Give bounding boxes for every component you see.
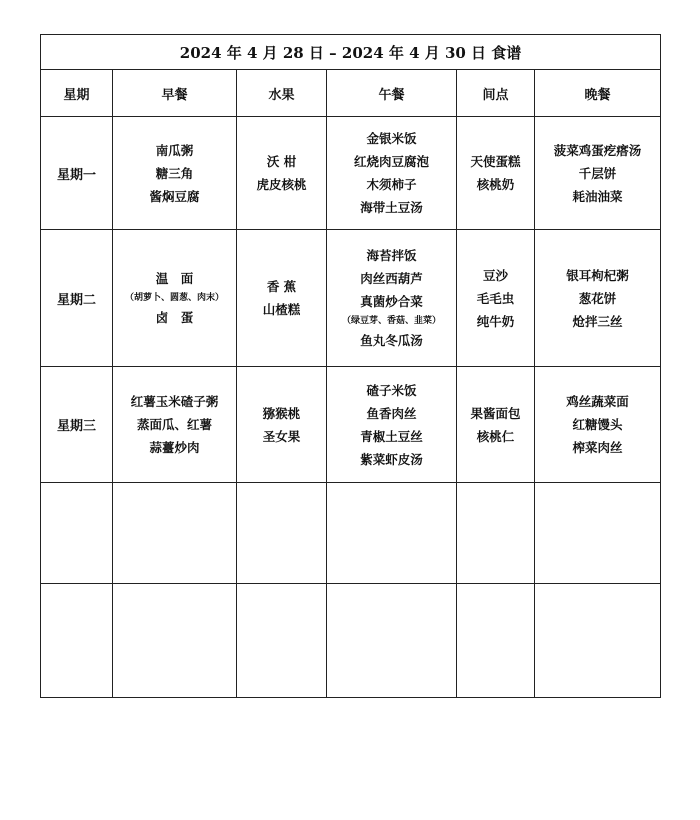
menu-item: 紫菜虾皮汤 <box>360 451 423 467</box>
menu-item: 鱼香肉丝 <box>366 405 417 421</box>
menu-item: 碴子米饭 <box>366 382 417 398</box>
menu-item: 毛毛虫 <box>476 290 515 306</box>
menu-item: 银耳枸杞粥 <box>566 267 629 283</box>
snack-cell <box>457 117 535 230</box>
menu-item-note: （胡萝卜、圆葱、肉末） <box>124 293 224 303</box>
menu-item: 核桃奶 <box>476 177 515 192</box>
header-day: 星期 <box>41 70 113 117</box>
lunch-cell <box>327 367 457 483</box>
menu-item: 纯牛奶 <box>476 313 515 329</box>
empty-cell <box>457 584 535 698</box>
menu-item: 红烧肉豆腐泡 <box>353 154 429 169</box>
header-dinner: 晚餐 <box>535 70 661 117</box>
menu-title: 2024 年 4 月 28 日 – 2024 年 4 月 30 日 食谱 <box>41 35 661 70</box>
menu-item: 蒜薹炒肉 <box>149 440 200 455</box>
empty-cell <box>327 584 457 698</box>
empty-row <box>41 483 661 584</box>
menu-item: 榨菜肉丝 <box>572 440 623 455</box>
breakfast-cell <box>113 367 237 483</box>
empty-cell <box>535 584 661 698</box>
header-fruit: 水果 <box>237 70 327 117</box>
menu-item: 圣女果 <box>262 428 301 444</box>
menu-item: 鸡丝蔬菜面 <box>566 394 629 409</box>
empty-cell <box>113 483 237 584</box>
empty-cell <box>237 483 327 584</box>
menu-item: 金银米饭 <box>366 131 417 146</box>
empty-cell <box>535 483 661 584</box>
menu-item: 海苔拌饭 <box>366 248 417 263</box>
empty-cell <box>457 483 535 584</box>
lunch-cell <box>327 230 457 367</box>
day-cell: 星期三 <box>41 367 113 483</box>
header-snack: 间点 <box>457 70 535 117</box>
day-cell: 星期一 <box>41 117 113 230</box>
menu-item: 果酱面包 <box>470 405 521 421</box>
empty-row <box>41 584 661 698</box>
empty-cell <box>41 584 113 698</box>
fruit-cell <box>237 117 327 230</box>
menu-item: 虎皮核桃 <box>256 177 307 192</box>
empty-cell <box>237 584 327 698</box>
menu-item-note: （绿豆芽、香菇、韭菜） <box>341 316 441 326</box>
menu-item: 豆沙 <box>482 267 508 283</box>
menu-item: 卤 蛋 <box>155 310 194 325</box>
menu-item: 沃 柑 <box>266 154 297 169</box>
menu-item: 千层饼 <box>578 165 617 181</box>
snack-cell <box>457 230 535 367</box>
menu-item: 鱼丸冬瓜汤 <box>360 333 423 348</box>
menu-item: 糖三角 <box>155 165 194 181</box>
menu-item: 蒸面瓜、红薯 <box>136 417 212 432</box>
dinner-cell <box>535 367 661 483</box>
menu-item: 炝拌三丝 <box>572 313 623 329</box>
table-row <box>41 230 661 367</box>
menu-item: 肉丝西葫芦 <box>360 271 423 286</box>
lunch-cell <box>327 117 457 230</box>
menu-item: 酱焖豆腐 <box>149 188 200 204</box>
menu-item: 红糖馒头 <box>572 417 623 432</box>
menu-item: 山楂糕 <box>262 302 301 317</box>
menu-item: 猕猴桃 <box>262 405 301 421</box>
menu-item: 菠菜鸡蛋疙瘩汤 <box>553 142 642 158</box>
breakfast-cell <box>113 230 237 367</box>
menu-item: 红薯玉米碴子粥 <box>130 394 219 409</box>
header-row <box>41 70 661 117</box>
menu-item: 核桃仁 <box>476 428 515 444</box>
snack-cell <box>457 367 535 483</box>
title-row <box>41 35 661 70</box>
table-row <box>41 117 661 230</box>
fruit-cell <box>237 367 327 483</box>
menu-table <box>40 34 661 698</box>
menu-item: 木须柿子 <box>366 177 417 192</box>
dinner-cell <box>535 117 661 230</box>
header-breakfast: 早餐 <box>113 70 237 117</box>
empty-cell <box>41 483 113 584</box>
menu-item: 香 蕉 <box>266 279 297 294</box>
menu-item: 青椒土豆丝 <box>360 428 423 444</box>
menu-item: 耗油油菜 <box>572 188 623 204</box>
day-cell: 星期二 <box>41 230 113 367</box>
menu-item: 海带土豆汤 <box>360 200 423 215</box>
menu-item: 温 面 <box>155 271 194 286</box>
menu-item: 葱花饼 <box>578 290 617 306</box>
header-lunch: 午餐 <box>327 70 457 117</box>
menu-item: 南瓜粥 <box>155 142 194 158</box>
menu-item: 天使蛋糕 <box>470 154 521 169</box>
empty-cell <box>327 483 457 584</box>
menu-item: 真菌炒合菜 <box>360 294 423 309</box>
fruit-cell <box>237 230 327 367</box>
dinner-cell <box>535 230 661 367</box>
table-row <box>41 367 661 483</box>
breakfast-cell <box>113 117 237 230</box>
empty-cell <box>113 584 237 698</box>
